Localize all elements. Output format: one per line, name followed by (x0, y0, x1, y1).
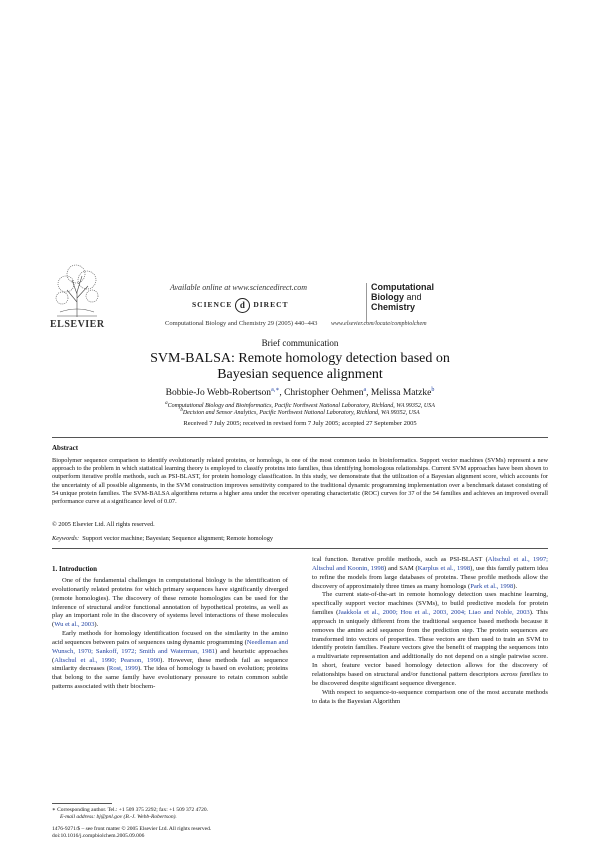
footnote-contact: ∗ Corresponding author. Tel.: +1 509 375 2292; fax: +1 509 372 4720. (52, 807, 208, 813)
article-title-line2: Bayesian sequence alignment (217, 367, 383, 382)
availability-line[interactable]: Available online at www.sciencedirect.com (170, 283, 308, 292)
keywords-label: Keywords: (52, 535, 80, 542)
journal-title-and: and (406, 292, 422, 302)
sciencedirect-at-icon: d (235, 298, 250, 313)
citation-link[interactable]: Wu et al., 2003 (54, 621, 95, 629)
author-list (0, 386, 600, 398)
journal-title (371, 282, 434, 312)
journal-info: Computational Biology and Chemistry 29 (2005) 440–443 (165, 320, 318, 327)
received-dates: Received 7 July 2005; received in revised form 7 July 2005; accepted 27 September 2005 (183, 420, 417, 427)
keywords (52, 535, 273, 542)
body-column-right (312, 556, 548, 706)
keywords-text: Support vector machine; Bayesian; Sequence alignment; Remote homology (82, 535, 274, 542)
issn-line: 1476-9271/$ – see front matter © 2005 Elsevier Ltd. All rights reserved. (52, 826, 212, 832)
author-affiliation-mark[interactable]: a,∗ (271, 387, 280, 393)
affiliation-text: Decision and Sensor Analytics, Pacific Northwest National Laboratory, Richland, WA 99352, USA (182, 410, 420, 416)
author-name: Christopher Oehmen (284, 388, 364, 399)
abstract-bottom-rule (52, 548, 548, 549)
affiliation (0, 408, 600, 416)
paragraph: One of the fundamental challenges in computational biology is the identification of evolutionarily related proteins for which primary sequences have significantly diverged (remote homologies). The discovery of these remote homologies can be used for the inference of structural and/or functional annotation of hypothetical proteins, as well as play an important role in the discovery of systems level interactions of these molecules (Wu et al., 2003). (52, 577, 288, 629)
abstract-top-rule (52, 437, 548, 438)
paragraph: With respect to sequence-to-sequence comparison one of the most accurate methods to data is the Bayesian Algorithm (312, 688, 548, 705)
issn-doi (52, 826, 211, 840)
footnote-email[interactable]: E-mail address: bj@pnl.gov (B.-J. Webb-Robertson). (60, 814, 177, 820)
affiliation-mark: b (180, 408, 183, 413)
paragraph: Early methods for homology identification focused on the similarity in the amino acid sequences between pairs of sequences using dynamic programming (Needleman and Wunsch, 1970; Sankoff, 1972; Smith and Waterman, 1981) and heuristic approaches (Altschul et al., 1990; Pearson, 1990). However, these methods fail as sequence similarity decreases (Rost, 1999). The idea of homology is based on evolution; proteins that belong to the same family have evolutionary pressure to retain common subtle patterns associated with their biochem- (52, 630, 288, 691)
publisher-wordmark: ELSEVIER (50, 319, 105, 330)
emphasis: across families (500, 670, 541, 678)
abstract-text: Biopolymer sequence comparison to identify evolutionarily related proteins, or homologs, is one of the most common tasks in bioinformatics. Support vector machines (SVMs) represent a new approach to the problem in which statistical learning theory is employed to classify proteins into families, thus identifying homologous relationships. Current SVM approaches have been shown to outperform iterative profile methods, such as PSI-BLAST, for protein homology classification. In this study, we demonstrate that the utilization of a Bayesian alignment score, which accounts for the uncertainty of all possible alignments, in the SVM construction improves sensitivity compared to the traditional dynamic programming implementation over a benchmark dataset consisting of 54 unique protein families. The SVM-BALSA algorithms returns a higher area under the receiver operating characteristic (ROC) curves for 37 of the 54 families and achieves an improved overall performance curve at a significance level of 0.07. (52, 457, 548, 506)
citation-link[interactable]: Karplus et al., 1998 (417, 564, 471, 572)
affiliation-mark: a (165, 401, 168, 406)
sciencedirect-left: SCIENCE (192, 300, 233, 310)
paragraph: The current state-of-the-art in remote homology detection uses machine learning, specifically support vector machines (SVMs), to build predictive models for protein families (Jaakkola et al., 2000; Hou et al., 2003, 2004; Liao and Noble, 2003). This approach in uniquely different from the traditional sequence based methods because it removes the amino acid sequence from the prediction step. The protein sequences are transformed into vectors of properties. These vectors are then used to train an SVM to identify protein families. Feature vectors give the benefit of mapping the sequences into a multivariate representation and additionally do not depend on a single pairwise score. In short, feature vector based homology detection allows for the discovery of relationships based on structural and/or functional pattern descriptors across families to be discovered despite significant sequence divergence. (312, 591, 548, 687)
author-affiliation-mark[interactable]: a (363, 387, 367, 393)
author-separator: , (279, 388, 285, 399)
body-column-left (52, 577, 288, 692)
article-category: Brief communication (261, 338, 339, 348)
doi-line[interactable]: doi:10.1016/j.compbiolchem.2005.09.006 (52, 833, 145, 839)
citation-link[interactable]: Jaakkola et al., 2000; Hou et al., 2003, 2004; Liao and Noble, 2003 (338, 609, 530, 617)
author-separator: , (366, 388, 371, 399)
journal-title-line3: Chemistry (371, 302, 416, 312)
citation-link[interactable]: Park et al., 1998 (470, 582, 514, 590)
journal-title-line2: Biology (371, 292, 404, 302)
journal-title-line1: Computational (371, 282, 434, 292)
author-name: Melissa Matzke (370, 388, 432, 399)
citation-link[interactable]: Altschul et al., 1997; Altschul and Koonin, 1998 (312, 556, 549, 572)
article-title-line1: SVM-BALSA: Remote homology detection based on (150, 351, 450, 366)
journal-title-divider (366, 283, 367, 323)
paragraph: ical function. Iterative profile methods, such as PSI-BLAST (Altschul et al., 1997; Altschul and Koonin, 1998) and SAM (Karplus et al., 1998), use this family pattern idea to refine the models from large databases of proteins. These profile methods allow the discovery of approximately three times as many homologs (Park et al., 1998). (312, 556, 549, 590)
abstract-heading: Abstract (52, 444, 79, 452)
sciencedirect-logo (192, 298, 289, 313)
abstract-copyright: © 2005 Elsevier Ltd. All rights reserved. (52, 521, 155, 528)
article-title (0, 351, 600, 383)
section-heading-introduction: 1. Introduction (52, 565, 97, 573)
author-affiliation-mark[interactable]: b (431, 387, 435, 393)
citation-link[interactable]: Altschul et al., 1990; Pearson, 1990 (54, 656, 161, 664)
author-name: Bobbie-Jo Webb-Robertson (165, 388, 272, 399)
sciencedirect-right: DIRECT (253, 300, 289, 310)
footnote-rule (52, 803, 112, 804)
citation-link[interactable]: Needleman and Wunsch, 1970; Sankoff, 1972; Smith and Waterman, 1981 (52, 638, 288, 655)
affiliation-text: Computational Biology and Bioinformatics, Pacific Northwest National Laboratory, Richland, WA 99352, USA (167, 403, 435, 409)
journal-url[interactable]: www.elsevier.com/locate/compbiolchem (331, 321, 427, 327)
citation-link[interactable]: Rost, 1999 (108, 665, 138, 673)
corresponding-author-footnote (52, 807, 288, 821)
